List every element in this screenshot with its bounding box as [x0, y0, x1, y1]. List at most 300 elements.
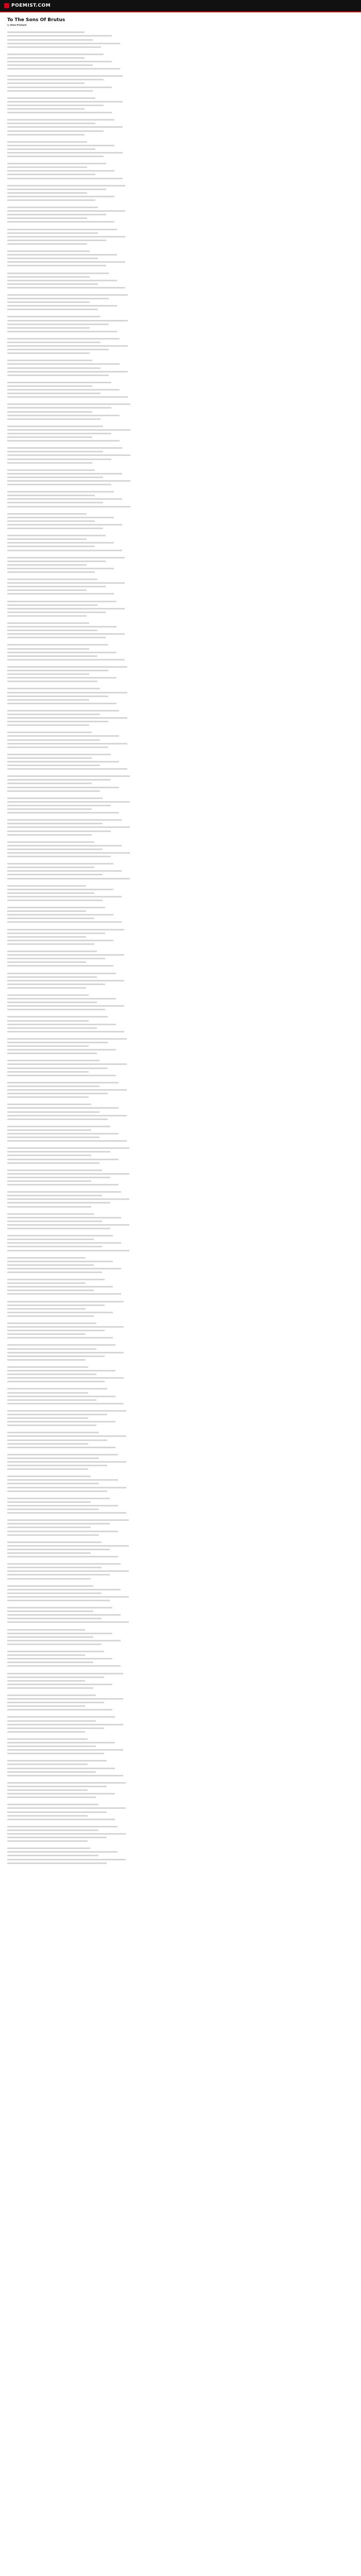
poem-line-placeholder: [7, 659, 125, 660]
poem-line-placeholder: [7, 1170, 102, 1171]
poem-line-placeholder: [7, 1782, 126, 1784]
poem-line-placeholder: [7, 480, 130, 482]
poem-line-placeholder: [7, 1107, 119, 1109]
poem-line: [7, 1792, 354, 1795]
poem-line-placeholder: [7, 1509, 99, 1510]
poem-line-placeholder: [7, 1476, 91, 1477]
poem-line: [7, 195, 354, 198]
poem-line-placeholder: [7, 185, 125, 187]
poem-line: [7, 873, 354, 876]
poem-line-placeholder: [7, 1272, 102, 1273]
poem-line-placeholder: [7, 327, 90, 329]
poem-line: [7, 1201, 354, 1205]
poem-line: [7, 1482, 354, 1485]
poem-line-placeholder: [7, 1797, 96, 1798]
poem-line-placeholder: [7, 280, 117, 281]
poem-line: [7, 1675, 354, 1679]
poem-line: [7, 1595, 354, 1599]
poem-stanza: [7, 424, 354, 442]
poem-line: [7, 132, 354, 136]
poem-line: [7, 249, 354, 253]
poem-line: [7, 1329, 354, 1332]
poem-line: [7, 767, 354, 771]
poem-line-placeholder: [7, 1501, 91, 1503]
poem-line-placeholder: [7, 1760, 107, 1761]
poem-line: [7, 1026, 354, 1029]
poem-line: [7, 1084, 354, 1088]
poem-line: [7, 599, 354, 603]
poem-line-placeholder: [7, 612, 106, 613]
poem-line: [7, 457, 354, 461]
poem-line: [7, 563, 354, 566]
poem-line: [7, 1387, 354, 1391]
poem-line: [7, 366, 354, 369]
poem-stanza: [7, 249, 354, 267]
poem-line-placeholder: [7, 783, 92, 784]
poem-line: [7, 173, 354, 176]
poem-line-placeholder: [7, 936, 86, 938]
poem-line-placeholder: [7, 1815, 88, 1817]
poem-line: [7, 402, 354, 406]
poem-line-placeholder: [7, 1487, 126, 1488]
poem-line-placeholder: [7, 940, 113, 941]
poem-line: [7, 1022, 354, 1026]
poem-line: [7, 603, 354, 606]
poem-line: [7, 1639, 354, 1642]
poem-line-placeholder: [7, 1246, 102, 1247]
poem-line-placeholder: [7, 1075, 116, 1076]
poem-line: [7, 1730, 354, 1733]
poem-line-placeholder: [7, 54, 104, 55]
poem-line-placeholder: [7, 951, 97, 952]
poem-line: [7, 1234, 354, 1238]
poem-line-placeholder: [7, 1753, 104, 1754]
poem-line-placeholder: [7, 677, 117, 679]
poem-stanza: [7, 1015, 354, 1033]
poem-line: [7, 322, 354, 326]
poem-line-placeholder: [7, 1607, 112, 1608]
poem-line: [7, 1095, 354, 1099]
site-logo[interactable]: [0, 3, 51, 8]
poem-stanza: [7, 906, 354, 924]
poem-author[interactable]: Rees Prichard: [10, 24, 27, 26]
poem-line-placeholder: [7, 626, 117, 628]
poem-line: [7, 1001, 354, 1004]
poem-line: [7, 869, 354, 873]
poem-line-placeholder: [7, 1425, 96, 1426]
poem-line-placeholder: [7, 1749, 123, 1751]
poem-line: [7, 578, 354, 581]
poem-line-placeholder: [7, 1151, 110, 1153]
poem-line: [7, 1814, 354, 1817]
poem-line-placeholder: [7, 1374, 96, 1375]
poem-line: [7, 592, 354, 596]
poem-line: [7, 953, 354, 957]
poem-stanza: [7, 534, 354, 552]
poem-line-placeholder: [7, 1071, 89, 1073]
poem-line: [7, 1836, 354, 1839]
poem-line: [7, 1066, 354, 1070]
poem-line-placeholder: [7, 301, 90, 303]
poem-stanza: [7, 1278, 354, 1296]
poem-line-placeholder: [7, 1527, 91, 1528]
poem-line-placeholder: [7, 808, 92, 810]
poem-line: [7, 271, 354, 275]
byline-by-label: by: [7, 24, 10, 26]
poem-line-placeholder: [7, 101, 123, 103]
poem-stanza: [7, 1628, 354, 1646]
poem-stanza: [7, 752, 354, 770]
poem-stanza: [7, 271, 354, 289]
poem-line: [7, 395, 354, 399]
poem-line: [7, 527, 354, 530]
poem-line: [7, 260, 354, 264]
poem-line: [7, 143, 354, 147]
poem-line-placeholder: [7, 1308, 86, 1310]
poem-line: [7, 1551, 354, 1555]
poem-line-placeholder: [7, 382, 111, 383]
poem-line-placeholder: [7, 316, 101, 317]
poem-line: [7, 778, 354, 782]
poem-line: [7, 209, 354, 213]
poem-line-placeholder: [7, 1118, 108, 1120]
poem-line: [7, 1631, 354, 1635]
poem-line: [7, 165, 354, 169]
poem-line-placeholder: [7, 1600, 110, 1601]
poem-line: [7, 1599, 354, 1602]
poem-line: [7, 643, 354, 647]
poem-line-placeholder: [7, 841, 94, 843]
poem-line-placeholder: [7, 1264, 94, 1266]
poem-line: [7, 52, 354, 56]
poem-line: [7, 1810, 354, 1814]
poem-line: [7, 1044, 354, 1048]
poem-stanza: [7, 381, 354, 399]
poem-line-placeholder: [7, 579, 97, 580]
poem-line-placeholder: [7, 1377, 124, 1379]
poem-line: [7, 417, 354, 420]
poem-line-placeholder: [7, 1534, 99, 1536]
poem-stanza: [7, 1671, 354, 1689]
poem-line-placeholder: [7, 1155, 91, 1156]
poem-line-placeholder: [7, 170, 114, 172]
poem-line: [7, 676, 354, 680]
poem-line: [7, 297, 354, 300]
poem-line: [7, 716, 354, 720]
poem-line: [7, 1748, 354, 1752]
poem-line-placeholder: [7, 108, 85, 110]
poem-line: [7, 745, 354, 749]
poem-line: [7, 1052, 354, 1055]
poem-line: [7, 1664, 354, 1668]
poem-line: [7, 993, 354, 997]
poem-stanza: [7, 731, 354, 749]
poem-line: [7, 1380, 354, 1383]
poem-line: [7, 67, 354, 71]
poem-stanza: [7, 796, 354, 814]
poem-line: [7, 1584, 354, 1587]
poem-line-placeholder: [7, 1705, 85, 1707]
poem-line: [7, 614, 354, 618]
poem-line: [7, 1391, 354, 1394]
poem-stanza: [7, 1299, 354, 1317]
poem-line-placeholder: [7, 324, 109, 325]
poem-line: [7, 647, 354, 650]
poem-line-placeholder: [7, 31, 85, 33]
poem-line-placeholder: [7, 1745, 96, 1747]
poem-line-placeholder: [7, 454, 130, 456]
poem-line-placeholder: [7, 1614, 121, 1616]
poem-line: [7, 344, 354, 348]
poem-line-placeholder: [7, 1224, 129, 1226]
poem-line-placeholder: [7, 1826, 118, 1827]
poem-line: [7, 512, 354, 515]
poem-line-placeholder: [7, 1198, 129, 1200]
poem-line: [7, 1150, 354, 1154]
poem-line-placeholder: [7, 987, 86, 989]
poem-line: [7, 606, 354, 610]
poem-line-placeholder: [7, 35, 112, 37]
poem-line-placeholder: [7, 1111, 100, 1113]
poem-line-placeholder: [7, 834, 92, 836]
poem-line-placeholder: [7, 283, 98, 285]
poem-line: [7, 559, 354, 563]
poem-line: [7, 329, 354, 333]
poem-line-placeholder: [7, 1789, 88, 1791]
poem-line: [7, 381, 354, 384]
poem-line-placeholder: [7, 907, 105, 908]
poem-line: [7, 275, 354, 278]
poem-stanza: [7, 512, 354, 530]
poem-line-placeholder: [7, 1541, 102, 1543]
poem-line-placeholder: [7, 82, 85, 84]
poem-line: [7, 585, 354, 588]
poem-line: [7, 1263, 354, 1266]
poem-line: [7, 1278, 354, 1281]
poem-line: [7, 1259, 354, 1263]
poem-line-placeholder: [7, 681, 97, 682]
poem-line-placeholder: [7, 608, 125, 609]
poem-line: [7, 1146, 354, 1150]
poem-line: [7, 658, 354, 662]
poem-line-placeholder: [7, 561, 106, 562]
poem-line-placeholder: [7, 1042, 108, 1043]
poem-line-placeholder: [7, 1304, 105, 1306]
poem-line: [7, 341, 354, 344]
poem-stanza: [7, 140, 354, 158]
poem-line-placeholder: [7, 1180, 91, 1182]
poem-line-placeholder: [7, 258, 98, 259]
poem-line-placeholder: [7, 1177, 110, 1178]
poem-line: [7, 1828, 354, 1832]
poem-line-placeholder: [7, 739, 100, 741]
poem-line-placeholder: [7, 1578, 91, 1580]
poem-stanza: [7, 315, 354, 333]
poem-line-placeholder: [7, 1731, 85, 1733]
poem-line: [7, 1620, 354, 1624]
poem-line-placeholder: [7, 710, 119, 711]
poem-line: [7, 1467, 354, 1471]
poem-line-placeholder: [7, 119, 114, 121]
poem-line-placeholder: [7, 152, 123, 154]
poem-line-placeholder: [7, 1702, 104, 1703]
poem-line: [7, 1850, 354, 1854]
poem-line: [7, 1062, 354, 1066]
poem-line: [7, 1635, 354, 1638]
poem-line-placeholder: [7, 644, 108, 646]
poem-line-placeholder: [7, 1261, 113, 1262]
poem-line: [7, 216, 354, 220]
poem-stanza: [7, 1409, 354, 1427]
poem-line-placeholder: [7, 236, 125, 238]
poem-line: [7, 191, 354, 194]
poem-line-placeholder: [7, 43, 120, 44]
poem-line-placeholder: [7, 1016, 108, 1018]
poem-line-placeholder: [7, 210, 125, 212]
poem-line: [7, 369, 354, 373]
poem-line-placeholder: [7, 1804, 99, 1805]
poem-line-placeholder: [7, 1093, 108, 1094]
poem-line-placeholder: [7, 1162, 100, 1164]
poem-line: [7, 304, 354, 308]
poem-line-placeholder: [7, 217, 87, 219]
poem-stanza: [7, 1431, 354, 1449]
poem-line-placeholder: [7, 1031, 124, 1032]
poem-line: [7, 326, 354, 329]
poem-stanza: [7, 884, 354, 902]
poem-line: [7, 1533, 354, 1536]
poem-line: [7, 935, 354, 938]
poem-line: [7, 424, 354, 428]
poem-line-placeholder: [7, 775, 130, 777]
poem-line: [7, 242, 354, 246]
poem-line: [7, 811, 354, 815]
poem-line: [7, 541, 354, 545]
poem-line: [7, 625, 354, 629]
poem-line-placeholder: [7, 1005, 124, 1007]
poem-line-placeholder: [7, 1286, 113, 1287]
poem-line-placeholder: [7, 112, 112, 113]
poem-line: [7, 183, 354, 187]
poem-line: [7, 1073, 354, 1077]
poem-line-placeholder: [7, 1738, 88, 1740]
poem-line-placeholder: [7, 1096, 89, 1098]
poem-line: [7, 1846, 354, 1850]
poem-line: [7, 1110, 354, 1113]
poem-line: [7, 1653, 354, 1657]
poem-stanza: [7, 1146, 354, 1164]
poem-line: [7, 698, 354, 701]
poem-line-placeholder: [7, 1082, 119, 1083]
poem-line: [7, 1307, 354, 1310]
poem-line-placeholder: [7, 929, 124, 930]
poem-line: [7, 1475, 354, 1478]
poem-line-placeholder: [7, 148, 95, 150]
poem-line-placeholder: [7, 1837, 107, 1838]
poem-line-placeholder: [7, 1315, 94, 1317]
poem-line: [7, 840, 354, 843]
poem-line-placeholder: [7, 513, 87, 515]
poem-line: [7, 406, 354, 410]
poem-line-placeholder: [7, 174, 95, 175]
poem-line: [7, 1289, 354, 1292]
poem-stanza: [7, 578, 354, 596]
poem-line: [7, 822, 354, 825]
poem-line: [7, 38, 354, 41]
poem-line: [7, 63, 354, 67]
poem-line: [7, 169, 354, 173]
poem-line-placeholder: [7, 831, 111, 832]
poem-line: [7, 1489, 354, 1493]
poem-line: [7, 588, 354, 592]
poem-line: [7, 1715, 354, 1719]
poem-line-placeholder: [7, 506, 130, 507]
poem-line: [7, 476, 354, 479]
poem-line-placeholder: [7, 79, 104, 80]
poem-line-placeholder: [7, 1519, 129, 1521]
poem-line: [7, 1369, 354, 1372]
poem-line-placeholder: [7, 1432, 99, 1433]
poem-line-placeholder: [7, 1454, 118, 1455]
poem-line-placeholder: [7, 250, 90, 252]
poem-line: [7, 1785, 354, 1788]
poem-line-placeholder: [7, 1742, 115, 1743]
poem-line: [7, 140, 354, 143]
poem-line: [7, 1205, 354, 1208]
poem-line: [7, 1285, 354, 1289]
poem-page: [0, 12, 361, 1865]
poem-line-placeholder: [7, 765, 100, 766]
poem-line-placeholder: [7, 889, 113, 890]
poem-stanza: [7, 359, 354, 377]
poem-line: [7, 1136, 354, 1139]
poem-stanza: [7, 1321, 354, 1340]
poem-stanza: [7, 162, 354, 180]
poem-line-placeholder: [7, 1038, 127, 1040]
poem-line: [7, 1157, 354, 1161]
poem-line: [7, 920, 354, 924]
poem-line: [7, 752, 354, 756]
poem-line-placeholder: [7, 342, 101, 343]
logo-text: POEMIST.COM: [11, 3, 51, 8]
poem-line-placeholder: [7, 717, 127, 719]
poem-line: [7, 213, 354, 216]
poem-line-placeholder: [7, 1045, 89, 1047]
poem-line-placeholder: [7, 1129, 91, 1131]
poem-line: [7, 1004, 354, 1008]
poem-line-placeholder: [7, 134, 85, 135]
poem-line: [7, 1464, 354, 1467]
poem-line: [7, 800, 354, 804]
poem-line: [7, 359, 354, 362]
poem-line: [7, 1628, 354, 1631]
poem-line-placeholder: [7, 1793, 115, 1794]
poem-line: [7, 111, 354, 114]
poem-line: [7, 1183, 354, 1187]
poem-line: [7, 1781, 354, 1785]
poem-line-placeholder: [7, 495, 95, 496]
poem-line-placeholder: [7, 1063, 127, 1065]
poem-line: [7, 1194, 354, 1197]
poem-line: [7, 760, 354, 764]
poem-line: [7, 741, 354, 745]
poem-body: [7, 30, 354, 1865]
poem-line-placeholder: [7, 1348, 96, 1350]
poem-stanza: [7, 74, 354, 92]
poem-line-placeholder: [7, 1191, 121, 1193]
poem-line-placeholder: [7, 389, 120, 391]
poem-stanza: [7, 1256, 354, 1274]
